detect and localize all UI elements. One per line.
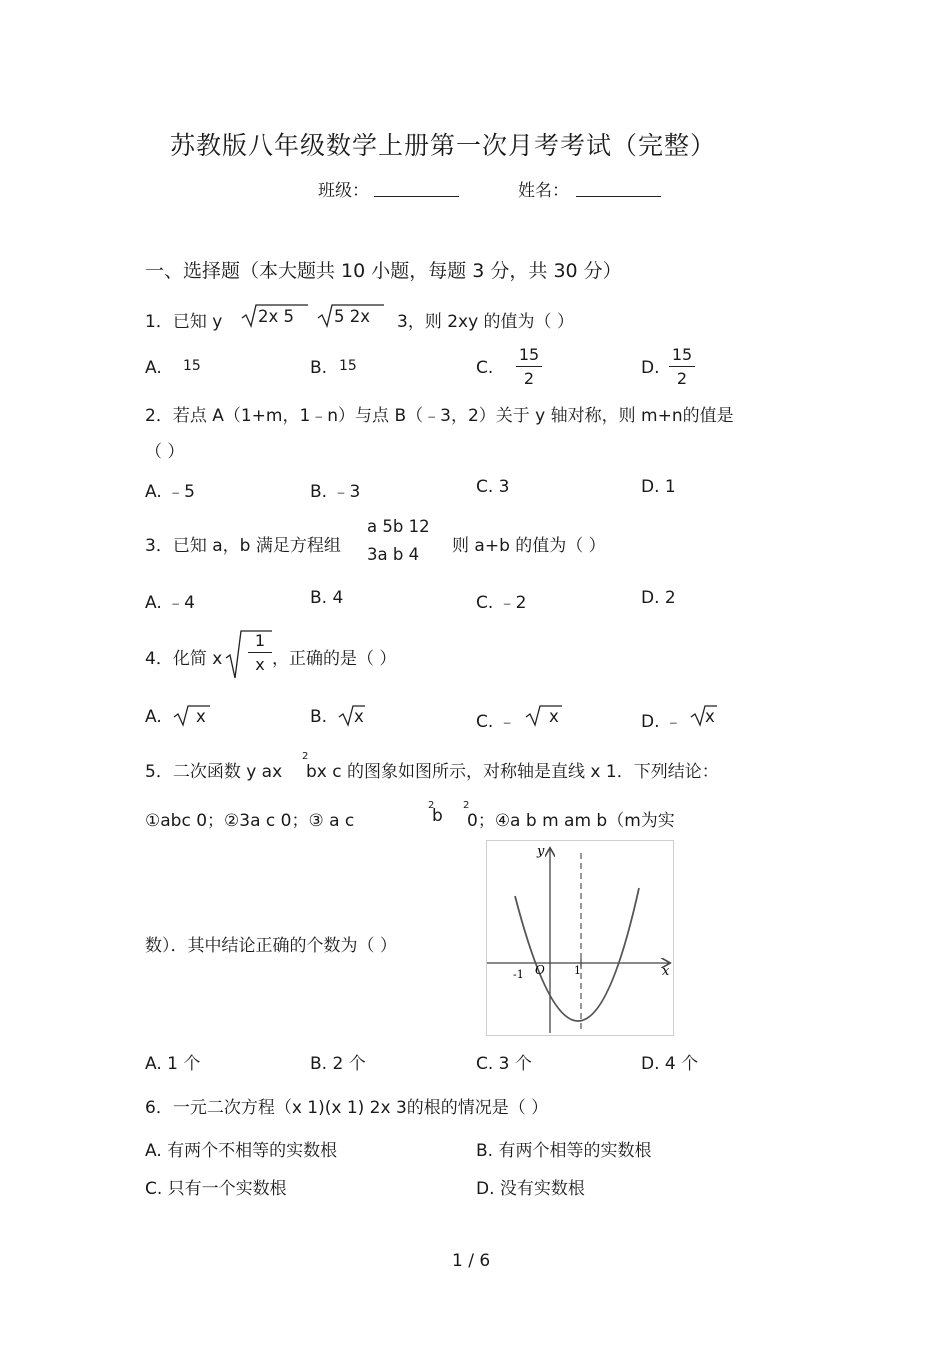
q1-option-d-label: D. <box>641 358 660 378</box>
q1-option-d-fraction <box>669 345 695 388</box>
q5-option-d: D. 4 个 <box>641 1054 699 1074</box>
q2-option-d: D. 1 <box>641 477 676 497</box>
q4-option-d-label: D. ﹣ <box>641 712 682 732</box>
parabola-graph <box>486 840 674 1036</box>
fraction-denominator: x <box>255 655 265 674</box>
q1-option-c-label: C. <box>476 358 494 378</box>
q5-option-b: B. 2 个 <box>310 1054 366 1074</box>
q6-option-c: C. 只有一个实数根 <box>145 1179 287 1199</box>
fraction-denominator: 2 <box>676 369 688 388</box>
name-label: 姓名： <box>518 181 569 201</box>
q6-option-b: B. 有两个相等的实数根 <box>476 1141 652 1161</box>
q1-option-b-value: 15 <box>339 358 357 374</box>
page-title: 苏教版八年级数学上册第一次月考考试（完整） <box>170 131 717 160</box>
q4-option-c-radicand: x <box>549 707 559 726</box>
q5-stem-part1: 5．二次函数 y ax <box>145 762 283 782</box>
q5-option-a: A. 1 个 <box>145 1054 201 1074</box>
q2-option-c: C. 3 <box>476 477 510 497</box>
q2-stem-cont: （ ） <box>145 442 185 462</box>
q1-option-a-label: A. <box>145 358 162 378</box>
q4-suffix: ，正确的是（ ） <box>272 649 397 669</box>
origin-label: O <box>535 963 545 977</box>
q5-conditions-part2: b <box>432 806 443 826</box>
q3-option-c: C. ﹣2 <box>476 593 527 613</box>
fraction-denominator: 2 <box>523 369 535 388</box>
q1-radicand-1: 2x 5 <box>258 307 295 326</box>
q6-option-a: A. 有两个不相等的实数根 <box>145 1141 338 1161</box>
fraction-numerator: 1 <box>254 631 266 650</box>
fraction-bar <box>248 652 272 653</box>
sqrt-icon <box>172 703 212 727</box>
q1-option-c-fraction <box>516 345 542 388</box>
q5-superscript: 2 <box>302 751 309 762</box>
q3-suffix: 则 a+b 的值为（ ） <box>452 536 606 556</box>
q3-option-d: D. 2 <box>641 588 676 608</box>
y-axis-label: y <box>537 844 545 859</box>
q1-prefix: 1．已知 y <box>145 312 223 332</box>
q3-equation-2: 3a b 4 <box>367 545 420 564</box>
q6-option-d: D. 没有实数根 <box>476 1179 585 1199</box>
q4-option-b-label: B. <box>310 707 328 727</box>
q5-stem-end: 数）．其中结论正确的个数为（ ） <box>145 936 397 956</box>
tick-label-neg1: -1 <box>513 968 524 981</box>
x-axis-label: x <box>662 964 670 979</box>
parabola-curve <box>515 888 639 1021</box>
q3-option-a: A. ﹣4 <box>145 593 195 613</box>
q5-option-c: C. 3 个 <box>476 1054 532 1074</box>
q4-option-c-label: C. ﹣ <box>476 712 516 732</box>
fraction-bar <box>516 366 542 367</box>
q4-option-a-label: A. <box>145 707 162 727</box>
fraction-numerator: 15 <box>518 345 540 364</box>
q2-option-a: A. ﹣5 <box>145 482 195 502</box>
name-blank[interactable] <box>576 196 661 197</box>
q6-stem: 6．一元二次方程（x 1)(x 1) 2x 3的根的情况是（ ） <box>145 1098 549 1118</box>
q5-superscript: 2 <box>428 800 435 811</box>
section-heading: 一、选择题（本大题共 10 小题，每题 3 分，共 30 分） <box>145 260 622 282</box>
fraction-numerator: 15 <box>671 345 693 364</box>
q2-option-b: B. ﹣3 <box>310 482 361 502</box>
q4-option-b-radicand: x <box>354 707 364 726</box>
q1-suffix: 3，则 2xy 的值为（ ） <box>397 312 574 332</box>
q4-option-d-radicand: x <box>705 707 715 726</box>
q3-prefix: 3．已知 a，b 满足方程组 <box>145 536 341 556</box>
q1-radicand-2: 5 2x <box>334 307 371 326</box>
q4-fraction <box>248 631 272 674</box>
q3-equation-1: a 5b 12 <box>367 517 430 536</box>
q2-stem: 2．若点 A（1+m，1﹣n）与点 B（﹣3，2）关于 y 轴对称，则 m+n的值是 <box>145 406 734 426</box>
q3-option-b: B. 4 <box>310 588 344 608</box>
page-number: 1 / 6 <box>452 1251 491 1271</box>
q5-conditions-part3: 0；④a b m am b（m为实 <box>467 811 675 831</box>
q4-option-a-radicand: x <box>196 707 206 726</box>
q5-stem-part2: bx c 的图象如图所示，对称轴是直线 x 1．下列结论： <box>306 762 719 782</box>
q1-option-a-value: 15 <box>183 358 201 374</box>
q4-prefix: 4．化简 x <box>145 649 223 669</box>
q5-conditions-part1: ①abc 0；②3a c 0；③ a c <box>145 811 355 831</box>
fraction-bar <box>669 366 695 367</box>
class-label: 班级： <box>318 181 369 201</box>
tick-label-1: 1 <box>574 964 581 977</box>
q1-option-b-label: B. <box>310 358 328 378</box>
q5-superscript: 2 <box>463 800 470 811</box>
class-blank[interactable] <box>374 196 459 197</box>
